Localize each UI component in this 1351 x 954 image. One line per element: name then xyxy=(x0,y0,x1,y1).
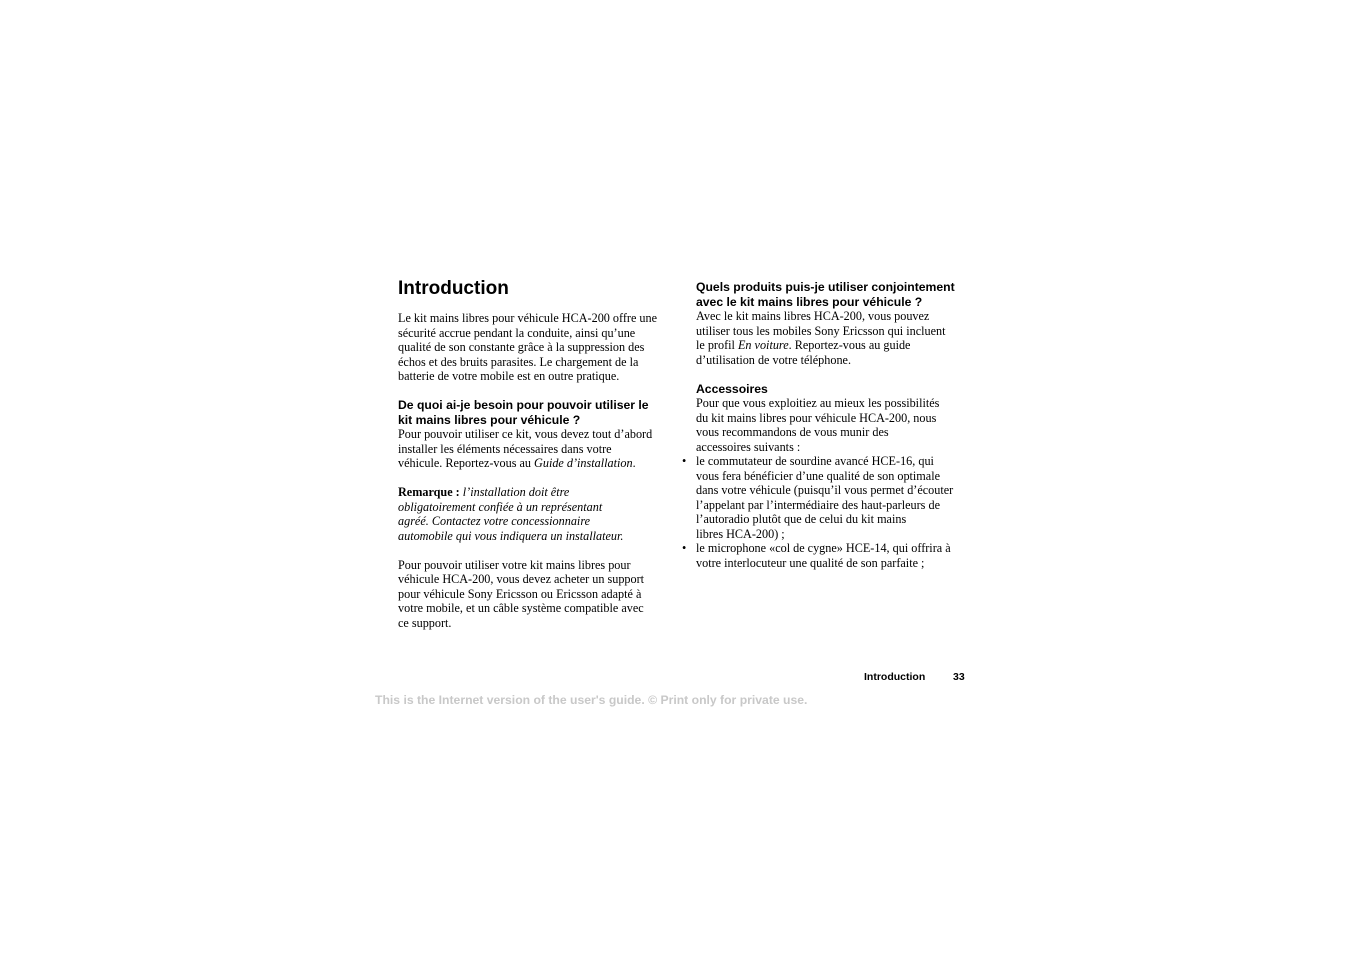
intro-line: batterie de votre mobile est en outre pratique. xyxy=(398,369,620,383)
accessories-heading: Accessoires xyxy=(696,381,768,396)
products-line-suffix: . Reportez-vous au guide xyxy=(788,338,911,352)
support-line: pour véhicule Sony Ericsson ou Ericsson adapté à xyxy=(398,586,642,601)
support-paragraph xyxy=(398,558,670,631)
support-line: véhicule HCA-200, vous devez acheter un support xyxy=(398,572,645,586)
bullet-line: libres HCA-200) ; xyxy=(696,526,785,541)
intro-line: qualité de son constante grâce à la suppression des xyxy=(398,340,645,354)
page-number: 33 xyxy=(953,671,965,683)
accessories-paragraph xyxy=(696,396,968,454)
needs-line-suffix: . xyxy=(632,456,636,470)
accessories-line: Pour que vous exploitiez au mieux les possibilités xyxy=(696,396,940,410)
needs-paragraph xyxy=(398,427,670,471)
products-heading-line: Quels produits puis-je utiliser conjointement xyxy=(696,280,955,294)
bullet-icon: • xyxy=(682,454,687,468)
products-line: utiliser tous les mobiles Sony Ericsson qui incluent xyxy=(696,323,946,338)
bullet-line: le commutateur de sourdine avancé HCE-16, qui xyxy=(696,454,934,468)
note-line: agréé. Contactez votre concessionnaire xyxy=(398,514,591,528)
support-line: Pour pouvoir utiliser votre kit mains libres pour xyxy=(398,557,631,572)
support-line: votre mobile, et un câble système compatible avec xyxy=(398,601,644,615)
needs-line-prefix: véhicule. Reportez-vous au xyxy=(398,456,535,470)
bullet-icon: • xyxy=(682,541,687,555)
bullet-line: le microphone «col de cygne» HCE-14, qui offrira à xyxy=(696,541,951,555)
left-column xyxy=(398,278,670,630)
installation-guide-reference: Guide d’installation xyxy=(534,456,633,470)
bullet-line: l’autoradio plutôt que de celui du kit mains xyxy=(696,512,907,526)
list-item xyxy=(682,541,968,570)
accessories-line: accessoires suivants : xyxy=(696,439,801,454)
products-heading-line: avec le kit mains libres pour véhicule ? xyxy=(696,294,923,309)
bullet-line: l’appelant par l’intermédiaire des haut-parleurs de xyxy=(696,497,940,512)
needs-heading-line: kit mains libres pour véhicule ? xyxy=(398,412,581,427)
bullet-line: dans votre véhicule (puisqu’il vous permet d’écouter xyxy=(696,483,954,497)
note-label: Remarque : xyxy=(398,485,460,499)
needs-heading-line: De quoi ai-je besoin pour pouvoir utiliser le xyxy=(398,398,649,412)
note-line: l’installation doit être xyxy=(462,485,570,499)
products-heading xyxy=(696,280,968,309)
needs-line: Pour pouvoir utiliser ce kit, vous devez tout d’abord xyxy=(398,427,653,441)
accessories-line: du kit mains libres pour véhicule HCA-200, nous xyxy=(696,410,937,425)
list-item xyxy=(682,454,968,541)
bullet-line: votre interlocuteur une qualité de son parfaite ; xyxy=(696,555,925,570)
accessories-list xyxy=(682,454,968,570)
products-line: Avec le kit mains libres HCA-200, vous pouvez xyxy=(696,309,930,323)
needs-heading xyxy=(398,398,670,427)
bullet-line: vous fera bénéficier d’une qualité de son optimale xyxy=(696,468,940,483)
footer-section-title: Introduction xyxy=(864,671,926,683)
page-title: Introduction xyxy=(398,278,509,299)
intro-line: échos et des bruits parasites. Le chargement de la xyxy=(398,354,639,369)
support-line: ce support. xyxy=(398,615,452,630)
products-line: d’utilisation de votre téléphone. xyxy=(696,352,852,367)
intro-paragraph xyxy=(398,311,670,384)
note-line: obligatoirement confiée à un représentant xyxy=(398,499,603,514)
internet-version-watermark: This is the Internet version of the user's guide. © Print only for private use. xyxy=(375,693,808,707)
note-line: automobile qui vous indiquera un installateur. xyxy=(398,528,624,543)
right-column xyxy=(682,280,968,570)
products-paragraph xyxy=(696,309,968,367)
accessories-line: vous recommandons de vous munir des xyxy=(696,425,889,439)
intro-line: Le kit mains libres pour véhicule HCA-200 offre une xyxy=(398,311,658,325)
needs-line: installer les éléments nécessaires dans votre xyxy=(398,441,612,456)
car-profile-name: En voiture xyxy=(737,338,789,352)
note-paragraph xyxy=(398,485,670,543)
products-line-prefix: le profil xyxy=(696,338,738,352)
intro-line: sécurité accrue pendant la conduite, ainsi qu’une xyxy=(398,325,636,340)
